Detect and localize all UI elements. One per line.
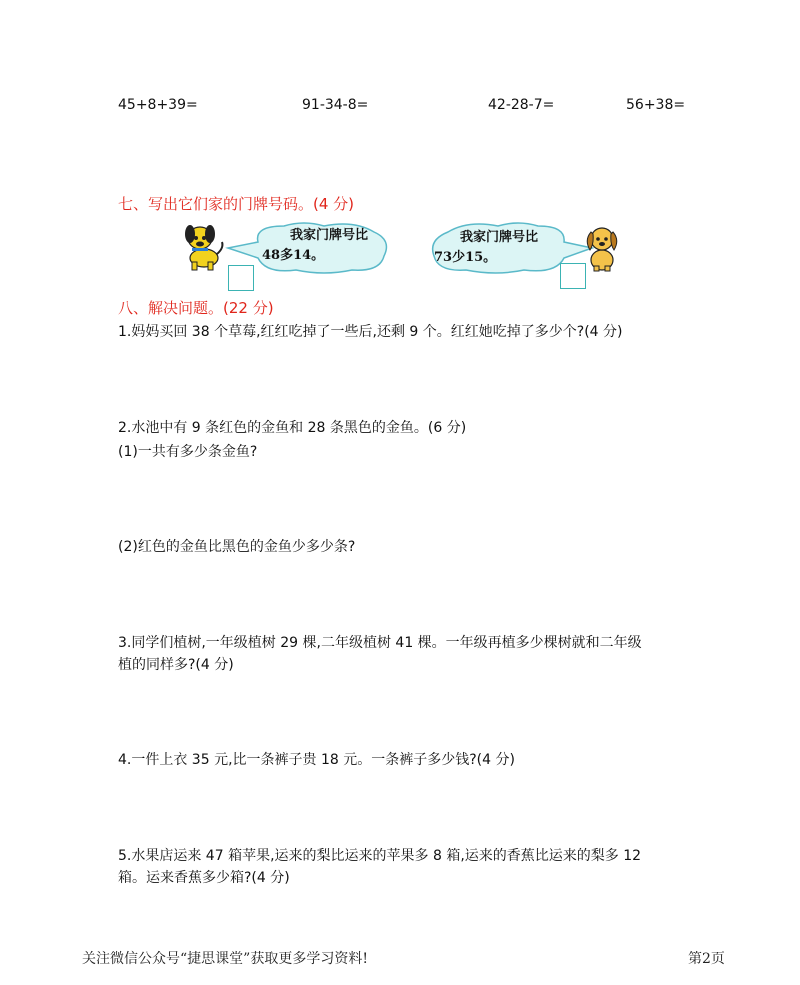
question-3-line2: 植的同样多?(4 分) — [118, 657, 234, 673]
bubble-left-text — [262, 226, 368, 266]
footer-note: 关注微信公众号“捷思课堂”获取更多学习资料! — [82, 951, 368, 967]
answer-box-right[interactable] — [560, 263, 586, 289]
bubble-right-line1: 我家门牌号比 — [460, 230, 539, 245]
equation-4: 56+38= — [626, 97, 686, 113]
section7-title: 七、写出它们家的门牌号码。(4 分) — [118, 195, 355, 213]
bubble-left-line1: 我家门牌号比 — [290, 228, 369, 243]
bubble-left-line2: 48多14。 — [262, 248, 325, 263]
equation-2: 91-34-8= — [302, 97, 369, 113]
question-2: 2.水池中有 9 条红色的金鱼和 28 条黑色的金鱼。(6 分) — [118, 420, 467, 436]
puppy-cartoon-icon — [584, 222, 620, 272]
dog-cartoon-icon — [178, 222, 226, 272]
question-3-line1: 3.同学们植树,一年级植树 29 棵,二年级植树 41 棵。一年级再植多少棵树就和二年级 — [118, 635, 642, 651]
bubble-right-line2: 73少15。 — [434, 250, 497, 265]
question-5-line1: 5.水果店运来 47 箱苹果,运来的梨比运来的苹果多 8 箱,运来的香蕉比运来的梨多 12 — [118, 848, 642, 864]
question-4: 4.一件上衣 35 元,比一条裤子贵 18 元。一条裤子多少钱?(4 分) — [118, 752, 515, 768]
equation-3: 42-28-7= — [488, 97, 555, 113]
section8-title: 八、解决问题。(22 分) — [118, 299, 274, 317]
question-5-line2: 箱。运来香蕉多少箱?(4 分) — [118, 870, 290, 886]
answer-box-left[interactable] — [228, 265, 254, 291]
equation-1: 45+8+39= — [118, 97, 198, 113]
question-2-part2: (2)红色的金鱼比黑色的金鱼少多少条? — [118, 539, 356, 555]
question-2-part1: (1)一共有多少条金鱼? — [118, 444, 258, 460]
page-number: 第2页 — [688, 951, 725, 967]
bubble-right-text — [434, 228, 538, 268]
question-1: 1.妈妈买回 38 个草莓,红红吃掉了一些后,还剩 9 个。红红她吃掉了多少个?(4 分) — [118, 324, 623, 340]
